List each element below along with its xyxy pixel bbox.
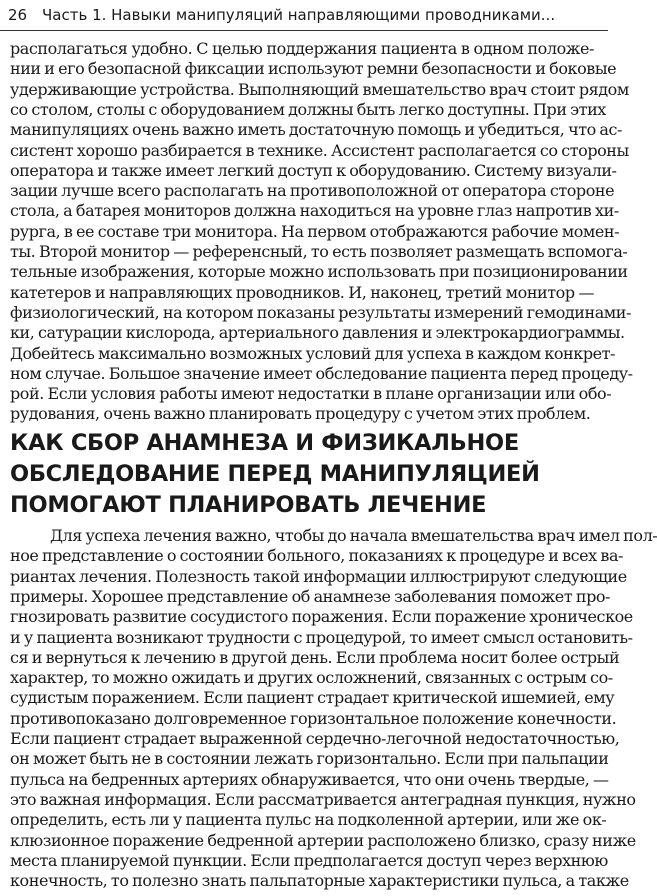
text-line: располагаться удобно. С целью поддержания пациента в одном положе- — [10, 39, 594, 58]
text-line: характер, то можно ожидать и других осложнений, связанных с острым со- — [10, 668, 613, 688]
text-line: тельные изображения, которые можно использовать при позиционировании — [10, 262, 628, 282]
text-line: и у пациента возникают трудности с процедурой, то имеет смысл остановить- — [10, 627, 633, 647]
text-line: стола, а батарея мониторов должна находиться на уровне глаз напротив хи- — [10, 201, 619, 221]
text-line: манипуляциях очень важно иметь достаточную помощь и убедиться, что ас- — [10, 120, 622, 140]
text-line: удерживающие устройства. Выполняющий вмешательство врач стоит рядом — [10, 79, 629, 99]
text-line: гнозировать развитие сосудистого поражения. Если поражение хроническое — [10, 607, 633, 627]
text-line: это важная информация. Если рассматривается антеградная пункция, нужно — [10, 789, 636, 809]
section-heading-line: ОБСЛЕДОВАНИЕ ПЕРЕД МАНИПУЛЯЦИЕЙ — [10, 461, 540, 487]
text-line: определить, есть ли у пациента пульс на подколенной артерии, или же ок- — [10, 810, 607, 830]
text-line: примеры. Хорошее представление об анамнезе заболевания поможет про- — [10, 586, 610, 606]
page-number: 26 — [8, 6, 28, 24]
section-heading-line: ПОМОГАЮТ ПЛАНИРОВАТЬ ЛЕЧЕНИЕ — [10, 492, 487, 518]
text-line: рой. Если условия работы имеют недостатки в плане организации или обо- — [10, 384, 612, 404]
text-line: Добейтесь максимально возможных условий для успеха в каждом конкрет- — [10, 343, 615, 363]
chapter-title: Часть 1. Навыки манипуляций направляющими проводниками... — [42, 6, 556, 24]
running-head — [0, 0, 608, 34]
text-line: ся и вернуться к лечению в другой день. Если проблема носит более острый — [10, 647, 620, 667]
text-line: оператора и также имеет легкий доступ к оборудованию. Систему визуали- — [10, 160, 617, 180]
text-line: пульса на бедренных артериях обнаруживается, что они очень твердые, — — [10, 769, 609, 789]
text-line: он может быть не в состоянии лежать горизонтально. Если при пальпации — [10, 749, 609, 769]
header-rule — [0, 30, 608, 31]
text-line: зации лучше всего располагать на противоположной от оператора стороне — [10, 181, 615, 201]
section-heading-line: КАК СБОР АНАМНЕЗА И ФИЗИКАЛЬНОЕ — [10, 430, 519, 456]
text-line: ки, сатурации кислорода, артериального давления и электрокардиограммы. — [10, 323, 625, 343]
text-line: ты. Второй монитор — референсный, то есть позволяет размещать вспомога- — [10, 242, 628, 261]
text-line: рудования, очень важно планировать процедуру с учетом этих проблем. — [10, 404, 591, 424]
text-line: систент хорошо разбирается в технике. Ассистент располагается со стороны — [10, 140, 629, 160]
text-line: со столом, столы с оборудованием должны быть легко доступны. При этих — [10, 99, 606, 119]
text-line: физиологический, на котором показаны результаты измерений гемодинами- — [10, 302, 631, 322]
text-line: Для успеха лечения важно, чтобы до начала вмешательства врач имел пол- — [50, 526, 657, 545]
text-line: клюзионное поражение бедренной артерии расположено близко, сразу ниже — [10, 830, 636, 850]
text-line: противопоказано долговременное горизонтальное положение конечности. — [10, 708, 617, 728]
text-line: Если пациент страдает выраженной сердечно-легочной недостаточностью, — [10, 729, 620, 748]
text-line: нии и его безопасной фиксации используют ремни безопасности и боковые — [10, 59, 617, 79]
text-line: ное представление о состоянии больного, показаниях к процедуре и всех ва- — [10, 546, 623, 566]
text-line: судистым поражением. Если пациент страдает критической ишемией, ему — [10, 688, 615, 708]
text-line: места планируемой пункции. Если предполагается доступ через верхнюю — [10, 850, 608, 870]
text-line: рурга, в ее составе три монитора. На первом отображаются рабочие момен- — [10, 221, 620, 241]
text-line: риантах лечения. Полезность такой информации иллюстрируют следующие — [10, 566, 627, 586]
text-line: ном случае. Большое значение имеет обследование пациента перед процеду- — [10, 363, 633, 383]
text-line: катетеров и направляющих проводников. И, наконец, третий монитор — — [10, 282, 594, 302]
text-line: конечность, то полезно знать пальпаторные характеристики пульса, а также — [10, 871, 629, 891]
